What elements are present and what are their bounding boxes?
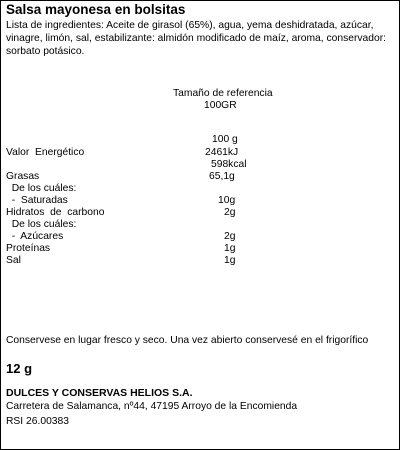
manufacturer-name: DULCES Y CONSERVAS HELIOS S.A. — [6, 387, 193, 399]
nutrition-row-label: Sal — [6, 255, 21, 266]
manufacturer-rsi: RSI 26.00383 — [6, 416, 69, 427]
nutrition-row-value: 65,1g — [209, 171, 235, 182]
nutrition-row-label: De los cuáles: — [6, 219, 77, 230]
nutrition-row-value: 598kcal — [211, 159, 247, 170]
storage-instructions: Conservese en lugar fresco y seco. Una vez abierto conservesé en el frigorífico — [6, 335, 369, 346]
nutrition-row-value: 1g — [224, 255, 236, 266]
reference-size-label: Tamaño de referencia — [173, 88, 273, 99]
nutrition-row-value: 2g — [224, 231, 236, 242]
nutrition-row-label: De los cuáles: — [6, 183, 77, 194]
product-title: Salsa mayonesa en bolsitas — [6, 2, 186, 17]
nutrition-row-label: Valor Energético — [6, 147, 85, 158]
nutrition-column-header: 100 g — [212, 134, 238, 145]
nutrition-row-label: Grasas — [6, 171, 40, 182]
nutrition-row-value: 2g — [224, 207, 236, 218]
nutrition-row-label: - Azúcares — [6, 231, 64, 242]
nutrition-row-value: 1g — [224, 243, 236, 254]
reference-size-value: 100GR — [204, 100, 237, 111]
nutrition-row-value: 2461kJ — [205, 147, 239, 158]
nutrition-row-value: 10g — [218, 195, 236, 206]
manufacturer-address: Carretera de Salamanca, nº44, 47195 Arroyo de la Encomienda — [6, 401, 298, 412]
nutrition-row-label: Hidratos de carbono — [6, 207, 105, 218]
ingredients-list: Lista de ingredientes: Aceite de girasol (65%), agua, yema deshidratada, azúcar, vinagre, limón, sal, estabilizante: almidón modificado de maíz, aroma, conservador: sorbato potásico. — [6, 20, 387, 58]
nutrition-row-label: Proteínas — [6, 243, 51, 254]
net-weight: 12 g — [6, 361, 33, 376]
nutrition-row-label: - Saturadas — [6, 195, 68, 206]
